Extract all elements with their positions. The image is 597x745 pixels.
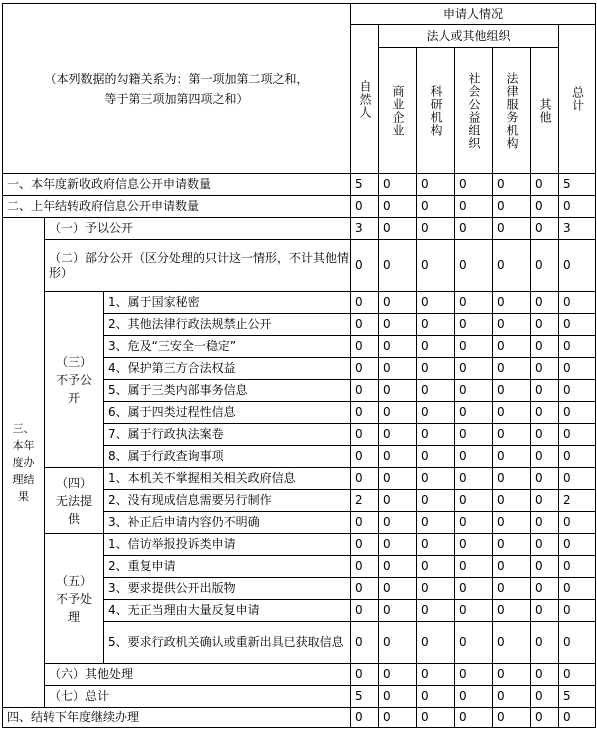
value-cell: 0 [351, 424, 379, 446]
table-row [3, 218, 596, 240]
value-cell: 0 [417, 358, 455, 380]
value-cell: 0 [531, 664, 559, 686]
gov-info-disclosure-table [2, 3, 596, 728]
row-label: 1、属于国家秘密 [104, 292, 351, 314]
value-cell: 0 [379, 446, 417, 468]
value-cell: 0 [455, 512, 493, 534]
value-cell: 0 [379, 686, 417, 708]
row-label: 3、补正后申请内容仍不明确 [104, 512, 351, 534]
value-cell: 0 [493, 358, 531, 380]
value-cell: 0 [493, 622, 531, 664]
value-cell: 0 [531, 218, 559, 240]
value-cell: 0 [531, 468, 559, 490]
table-row [3, 686, 596, 708]
legal-header: 法人或其他组织 [379, 25, 559, 48]
col-header-other: 其他 [531, 48, 559, 174]
value-cell: 0 [455, 174, 493, 196]
value-cell: 0 [531, 358, 559, 380]
value-cell: 0 [531, 446, 559, 468]
value-cell: 0 [531, 600, 559, 622]
value-cell: 0 [531, 534, 559, 556]
value-cell: 0 [351, 600, 379, 622]
value-cell: 0 [493, 196, 531, 218]
value-cell: 0 [417, 240, 455, 292]
value-cell: 0 [417, 490, 455, 512]
value-cell: 0 [379, 292, 417, 314]
value-cell: 0 [379, 424, 417, 446]
value-cell: 0 [493, 402, 531, 424]
col-header-public-welfare: 社会公益组织 [455, 48, 493, 174]
value-cell: 0 [417, 380, 455, 402]
value-cell: 0 [351, 578, 379, 600]
value-cell: 0 [559, 600, 596, 622]
value-cell: 0 [559, 578, 596, 600]
value-cell: 0 [559, 622, 596, 664]
table-row [3, 534, 596, 556]
value-cell: 0 [493, 446, 531, 468]
value-cell: 0 [455, 380, 493, 402]
value-cell: 0 [379, 174, 417, 196]
row-label: 3、要求提供公开出版物 [104, 578, 351, 600]
value-cell: 0 [417, 402, 455, 424]
value-cell: 0 [531, 424, 559, 446]
value-cell: 0 [531, 240, 559, 292]
value-cell: 0 [379, 600, 417, 622]
value-cell: 0 [531, 490, 559, 512]
value-cell: 0 [417, 468, 455, 490]
value-cell: 0 [351, 240, 379, 292]
col-header-natural-person: 自然人 [351, 25, 379, 174]
row-label: 7、属于行政执法案卷 [104, 424, 351, 446]
value-cell: 0 [455, 292, 493, 314]
table-row [3, 664, 596, 686]
value-cell: 0 [379, 578, 417, 600]
value-cell: 0 [559, 402, 596, 424]
value-cell: 0 [379, 336, 417, 358]
row-label: 四、结转下年度继续办理 [3, 708, 351, 728]
value-cell: 5 [559, 686, 596, 708]
value-cell: 0 [351, 314, 379, 336]
value-cell: 0 [531, 512, 559, 534]
col-header-legal-service: 法律服务机构 [493, 48, 531, 174]
col-header-total: 总计 [559, 25, 596, 174]
value-cell: 0 [493, 686, 531, 708]
value-cell: 0 [455, 358, 493, 380]
value-cell: 0 [493, 708, 531, 728]
value-cell: 0 [493, 490, 531, 512]
row-label: 4、保护第三方合法权益 [104, 358, 351, 380]
value-cell: 0 [455, 622, 493, 664]
value-cell: 0 [417, 664, 455, 686]
value-cell: 0 [531, 380, 559, 402]
value-cell: 0 [455, 664, 493, 686]
value-cell: 0 [455, 556, 493, 578]
value-cell: 0 [351, 622, 379, 664]
value-cell: 0 [493, 468, 531, 490]
row-label: 5、要求行政机关确认或重新出具已获取信息 [104, 622, 351, 664]
value-cell: 0 [351, 556, 379, 578]
value-cell: 0 [531, 622, 559, 664]
row-label: （一）予以公开 [45, 218, 351, 240]
table-row [3, 708, 596, 728]
value-cell: 0 [379, 314, 417, 336]
value-cell: 0 [531, 292, 559, 314]
value-cell: 0 [417, 686, 455, 708]
value-cell: 0 [559, 358, 596, 380]
value-cell: 0 [455, 240, 493, 292]
value-cell: 0 [417, 218, 455, 240]
header-note: （本列数据的勾籍关系为：第一项加第二项之和，等于第三项加第四项之和） [3, 4, 351, 174]
value-cell: 0 [559, 708, 596, 728]
value-cell: 0 [455, 424, 493, 446]
value-cell: 0 [351, 380, 379, 402]
value-cell: 0 [417, 512, 455, 534]
value-cell: 0 [493, 240, 531, 292]
value-cell: 0 [493, 314, 531, 336]
value-cell: 0 [455, 336, 493, 358]
value-cell: 0 [559, 556, 596, 578]
value-cell: 0 [559, 664, 596, 686]
value-cell: 0 [493, 218, 531, 240]
value-cell: 0 [493, 600, 531, 622]
value-cell: 0 [417, 424, 455, 446]
value-cell: 0 [559, 314, 596, 336]
value-cell: 0 [455, 534, 493, 556]
value-cell: 0 [559, 424, 596, 446]
value-cell: 0 [493, 424, 531, 446]
value-cell: 0 [493, 664, 531, 686]
value-cell: 0 [455, 402, 493, 424]
value-cell: 0 [379, 196, 417, 218]
value-cell: 0 [455, 314, 493, 336]
value-cell: 0 [417, 534, 455, 556]
col-header-business: 商业企业 [379, 48, 417, 174]
value-cell: 0 [531, 578, 559, 600]
row-label: 一、本年度新收政府信息公开申请数量 [3, 174, 351, 196]
value-cell: 3 [559, 218, 596, 240]
value-cell: 0 [455, 196, 493, 218]
value-cell: 0 [455, 578, 493, 600]
value-cell: 0 [559, 380, 596, 402]
value-cell: 0 [379, 402, 417, 424]
value-cell: 0 [351, 358, 379, 380]
value-cell: 0 [559, 240, 596, 292]
value-cell: 0 [559, 292, 596, 314]
value-cell: 0 [455, 708, 493, 728]
value-cell: 0 [493, 534, 531, 556]
value-cell: 0 [531, 556, 559, 578]
value-cell: 0 [379, 556, 417, 578]
value-cell: 0 [417, 578, 455, 600]
value-cell: 0 [351, 336, 379, 358]
value-cell: 0 [493, 292, 531, 314]
row-label: （七）总计 [45, 686, 351, 708]
value-cell: 5 [351, 686, 379, 708]
value-cell: 0 [531, 314, 559, 336]
row-label: （六）其他处理 [45, 664, 351, 686]
value-cell: 0 [559, 534, 596, 556]
value-cell: 0 [493, 578, 531, 600]
value-cell: 0 [559, 512, 596, 534]
row-label: 1、信访举报投诉类申请 [104, 534, 351, 556]
table-row [3, 196, 596, 218]
value-cell: 0 [351, 664, 379, 686]
col-header-research: 科研机构 [417, 48, 455, 174]
value-cell: 0 [559, 446, 596, 468]
row-label: 3、危及“三安全一稳定” [104, 336, 351, 358]
value-cell: 0 [559, 196, 596, 218]
value-cell: 5 [351, 174, 379, 196]
applicant-header: 申请人情况 [351, 4, 596, 25]
value-cell: 0 [531, 708, 559, 728]
value-cell: 0 [493, 174, 531, 196]
value-cell: 0 [531, 336, 559, 358]
value-cell: 0 [351, 402, 379, 424]
value-cell: 0 [417, 174, 455, 196]
value-cell: 0 [379, 380, 417, 402]
value-cell: 0 [531, 402, 559, 424]
row-label: 8、属于行政查询事项 [104, 446, 351, 468]
row-label: 二、上年结转政府信息公开申请数量 [3, 196, 351, 218]
value-cell: 0 [417, 708, 455, 728]
value-cell: 0 [351, 196, 379, 218]
value-cell: 0 [351, 292, 379, 314]
row-label: 2、其他法律行政法规禁止公开 [104, 314, 351, 336]
value-cell: 0 [379, 512, 417, 534]
value-cell: 0 [417, 336, 455, 358]
value-cell: 0 [379, 490, 417, 512]
value-cell: 2 [351, 490, 379, 512]
value-cell: 0 [493, 556, 531, 578]
value-cell: 0 [351, 446, 379, 468]
value-cell: 0 [351, 534, 379, 556]
value-cell: 0 [417, 314, 455, 336]
row-label: 1、本机关不掌握相关相关政府信息 [104, 468, 351, 490]
value-cell: 0 [493, 512, 531, 534]
row-label: 2、没有现成信息需要另行制作 [104, 490, 351, 512]
value-cell: 0 [531, 196, 559, 218]
value-cell: 0 [455, 600, 493, 622]
row-label: 4、无正当理由大量反复申请 [104, 600, 351, 622]
group-not-process: （五）不予处理 [45, 534, 104, 664]
value-cell: 0 [455, 446, 493, 468]
value-cell: 3 [351, 218, 379, 240]
value-cell: 0 [417, 556, 455, 578]
value-cell: 0 [455, 218, 493, 240]
value-cell: 0 [379, 534, 417, 556]
row-label: （二）部分公开（区分处理的只计这一情形，不计其他情形） [45, 240, 351, 292]
value-cell: 0 [379, 240, 417, 292]
value-cell: 0 [417, 600, 455, 622]
table-row [3, 174, 596, 196]
value-cell: 0 [351, 708, 379, 728]
value-cell: 0 [455, 468, 493, 490]
group-cannot-provide: （四）无法提供 [45, 468, 104, 534]
row-label: 6、属于四类过程性信息 [104, 402, 351, 424]
group-not-disclose: （三）不予公开 [45, 292, 104, 468]
value-cell: 0 [417, 622, 455, 664]
value-cell: 2 [559, 490, 596, 512]
row-label: 5、属于三类内部事务信息 [104, 380, 351, 402]
value-cell: 0 [379, 358, 417, 380]
value-cell: 0 [379, 468, 417, 490]
table-row [3, 292, 596, 314]
value-cell: 0 [351, 512, 379, 534]
value-cell: 0 [417, 292, 455, 314]
value-cell: 0 [493, 336, 531, 358]
value-cell: 0 [351, 468, 379, 490]
table-row [3, 240, 596, 292]
value-cell: 0 [559, 336, 596, 358]
section-three-label: 三、本年度办理结果 [3, 218, 45, 708]
value-cell: 0 [455, 490, 493, 512]
table-row [3, 468, 596, 490]
value-cell: 0 [531, 174, 559, 196]
value-cell: 0 [417, 196, 455, 218]
value-cell: 0 [379, 708, 417, 728]
value-cell: 0 [379, 218, 417, 240]
value-cell: 0 [559, 468, 596, 490]
value-cell: 0 [417, 446, 455, 468]
value-cell: 0 [493, 380, 531, 402]
value-cell: 0 [531, 686, 559, 708]
value-cell: 5 [559, 174, 596, 196]
row-label: 2、重复申请 [104, 556, 351, 578]
value-cell: 0 [455, 686, 493, 708]
value-cell: 0 [379, 622, 417, 664]
value-cell: 0 [379, 664, 417, 686]
